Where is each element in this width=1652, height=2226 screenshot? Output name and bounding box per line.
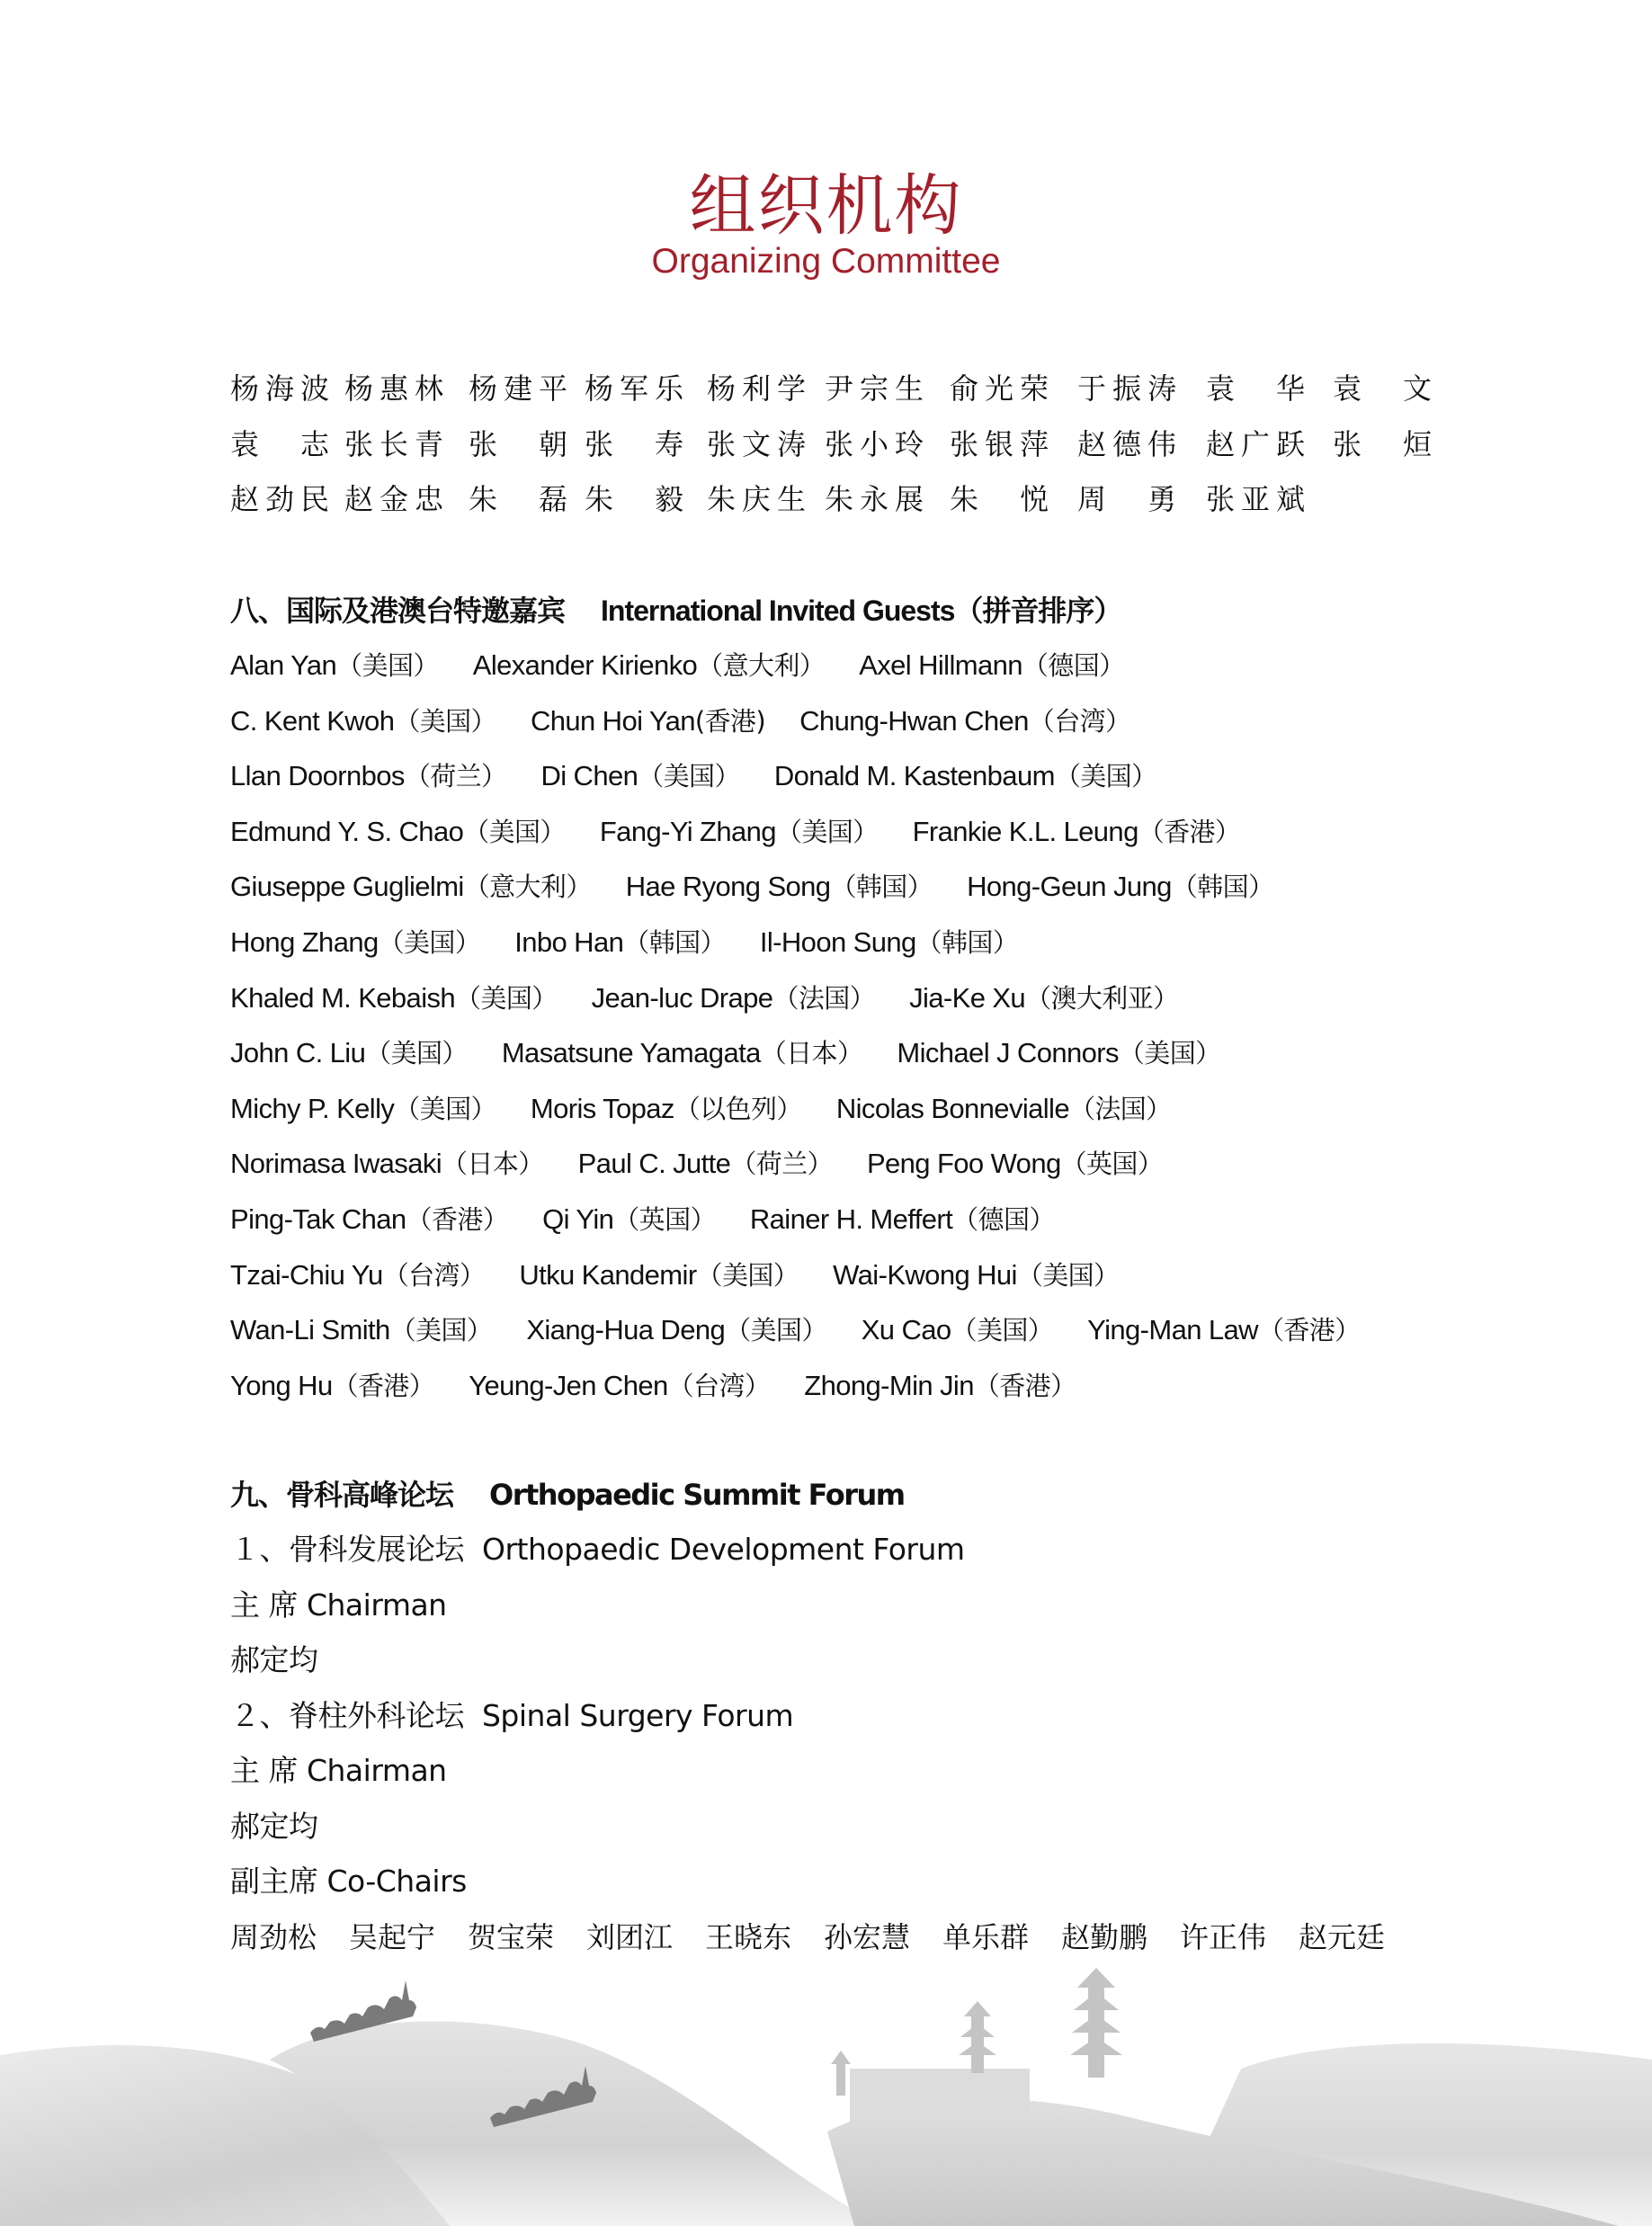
page-subtitle: Organizing Committee — [651, 242, 1001, 281]
section9-heading — [230, 1477, 905, 1513]
guest-name: Alan Yan — [230, 649, 337, 681]
guest-item — [836, 1091, 1172, 1127]
committee-name: 周 勇 — [1077, 482, 1176, 516]
forum2-cochair-list — [230, 1919, 1417, 1955]
guest-item — [867, 1146, 1163, 1182]
cochair-name: 孙宏慧 — [824, 1920, 911, 1954]
committee-name: 俞 光 荣 — [950, 371, 1049, 406]
section9-title-en: Orthopaedic Summit Forum — [489, 1478, 905, 1512]
guest-name: Michy P. Kelly — [230, 1092, 395, 1124]
guest-name: Edmund Y. S. Chao — [230, 815, 464, 847]
guest-row — [230, 1257, 1153, 1293]
guest-item — [526, 1312, 826, 1348]
guest-row — [230, 814, 1274, 850]
guest-country: （日本） — [442, 1149, 544, 1180]
guest-name: Hong-Geun Jung — [967, 871, 1172, 903]
guest-name: Inbo Han — [514, 926, 624, 958]
cochair-name: 贺宝荣 — [468, 1920, 555, 1954]
guest-country: （美国） — [725, 1315, 827, 1346]
section9-title-cn: 九、骨科高峰论坛 — [230, 1479, 454, 1511]
guest-name: Tzai-Chiu Yu — [230, 1258, 383, 1291]
guest-country: （荷兰） — [404, 761, 507, 792]
committee-name: 朱 毅 — [585, 482, 683, 516]
guest-item — [230, 1202, 508, 1238]
guest-item — [909, 980, 1178, 1016]
guest-name: Ping-Tak Chan — [230, 1203, 406, 1235]
guest-item — [230, 869, 592, 905]
forum1-heading — [230, 1532, 965, 1568]
guest-item — [230, 703, 496, 739]
guest-row — [230, 703, 1165, 739]
forum1-heading-cn: １、骨科发展论坛 — [230, 1532, 464, 1567]
guest-name: Ying-Man Law — [1087, 1314, 1258, 1346]
guest-name: Xu Cao — [861, 1314, 951, 1346]
committee-name: 张 小 玲 — [825, 427, 924, 461]
guest-name: John C. Liu — [230, 1037, 366, 1069]
guest-item — [540, 758, 739, 794]
guest-country: （美国） — [394, 1093, 496, 1124]
committee-name: 杨 建 平 — [469, 371, 567, 406]
cochair-name: 许正伟 — [1180, 1920, 1267, 1954]
guest-name: Donald M. Kastenbaum — [773, 760, 1055, 792]
guest-item — [230, 1368, 434, 1404]
guest-name: Moris Topaz — [530, 1092, 674, 1124]
guest-row — [230, 1035, 1255, 1071]
guest-item — [230, 1312, 492, 1348]
committee-name: 于 振 涛 — [1077, 371, 1176, 406]
guest-name: Nicolas Bonnevialle — [835, 1092, 1069, 1124]
guest-item — [862, 1312, 1053, 1348]
forum1-chair-name: 郝定均 — [230, 1642, 318, 1677]
section8-heading — [230, 593, 1121, 629]
guest-name: Llan Doornbos — [230, 760, 405, 792]
cochair-name: 周劲松 — [230, 1920, 317, 1954]
guest-country: （英国） — [613, 1204, 716, 1235]
committee-name: 赵 德 伟 — [1077, 427, 1176, 461]
committee-name: 杨 军 乐 — [585, 371, 683, 406]
committee-name: 杨 海 波 — [230, 371, 329, 406]
cochair-name: 单乐群 — [942, 1920, 1030, 1954]
guest-country: （法国） — [1068, 1093, 1172, 1124]
guest-name: Jia-Ke Xu — [909, 981, 1026, 1014]
committee-name: 赵 劲 民 — [230, 482, 329, 516]
committee-name: 朱 磊 — [469, 482, 567, 516]
guest-item — [1087, 1312, 1360, 1348]
guest-item — [774, 758, 1157, 794]
guest-country: （台湾） — [1028, 705, 1131, 737]
guest-item — [502, 1035, 863, 1071]
guest-country: （美国） — [638, 761, 740, 792]
guest-country: （德国） — [952, 1204, 1055, 1235]
section8-title-cn: 八、国际及港澳台特邀嘉宾 — [230, 594, 566, 627]
forum2-cochair-label: 副主席 Co-Chairs — [230, 1864, 467, 1899]
guest-country: （韩国） — [830, 872, 933, 903]
guest-item — [473, 648, 825, 684]
guest-name: Hae Ryong Song — [625, 871, 831, 903]
forum2-heading — [230, 1698, 793, 1734]
guest-name: Zhong-Min Jin — [804, 1369, 974, 1401]
guest-country: （美国） — [336, 650, 439, 681]
guest-name: Wai-Kwong Hui — [833, 1258, 1017, 1291]
guest-country: （台湾） — [667, 1370, 771, 1401]
guest-item — [230, 814, 566, 850]
guest-item — [230, 648, 439, 684]
cochair-name: 王晓东 — [705, 1920, 792, 1954]
guest-country: （美国） — [365, 1038, 468, 1069]
guest-name: Khaled M. Kebaish — [230, 981, 456, 1014]
guest-name: Hong Zhang — [230, 926, 379, 958]
guest-item — [230, 758, 506, 794]
guest-name: Chun Hoi Yan — [530, 704, 695, 737]
guest-country: （英国） — [1060, 1149, 1164, 1180]
guest-row — [230, 758, 1191, 794]
guest-name: Il-Hoon Sung — [759, 926, 916, 958]
guest-name: Paul C. Jutte — [577, 1148, 731, 1180]
guest-country: （美国） — [696, 1259, 799, 1291]
committee-name: 张 朝 — [469, 427, 567, 461]
guest-country: （美国） — [1054, 761, 1157, 792]
guest-item — [531, 1091, 802, 1127]
guest-item — [750, 1202, 1055, 1238]
guest-item — [600, 814, 879, 850]
guest-name: Giuseppe Guglielmi — [230, 871, 464, 903]
page-title: 组织机构 — [689, 167, 963, 245]
guest-name: Rainer H. Meffert — [749, 1203, 953, 1235]
committee-name: 张 烜 — [1333, 427, 1432, 461]
guest-name: Xiang-Hua Deng — [526, 1314, 726, 1346]
guest-item — [760, 925, 1018, 961]
guest-item — [230, 1091, 496, 1127]
guest-country: （美国） — [1016, 1259, 1120, 1291]
guest-name: Qi Yin — [542, 1203, 614, 1235]
guest-country: （美国） — [455, 982, 558, 1014]
forum1-heading-en: Orthopaedic Development Forum — [481, 1532, 965, 1567]
guest-item — [833, 1257, 1119, 1293]
guest-country: （美国） — [389, 1315, 493, 1346]
guest-row — [230, 980, 1212, 1016]
guest-name: Di Chen — [540, 760, 638, 792]
committee-name: 杨 惠 林 — [344, 371, 443, 406]
committee-name: 朱 悦 — [950, 482, 1049, 516]
guest-item — [897, 1035, 1220, 1071]
committee-name: 袁 华 — [1206, 371, 1305, 406]
committee-name: 朱 永 展 — [825, 482, 924, 516]
guest-country: （美国） — [394, 705, 496, 737]
guest-country: （美国） — [1118, 1038, 1221, 1069]
guest-item — [799, 703, 1130, 739]
guest-country: （香港） — [406, 1204, 509, 1235]
guest-country: （韩国） — [1171, 872, 1274, 903]
guest-country: （台湾） — [382, 1259, 486, 1291]
guest-item — [592, 980, 875, 1016]
guest-country: （法国） — [772, 982, 876, 1014]
guest-name: Yong Hu — [230, 1369, 333, 1401]
guest-name: Axel Hillmann — [859, 649, 1022, 681]
committee-name: 袁 志 — [230, 427, 329, 461]
guest-item — [230, 1257, 485, 1293]
committee-name: 张 文 涛 — [707, 427, 806, 461]
guest-country: （意大利） — [463, 872, 592, 903]
guest-item — [230, 1035, 468, 1071]
guest-item — [230, 925, 480, 961]
forum2-heading-cn: ２、脊柱外科论坛 — [230, 1698, 464, 1733]
guest-name: Jean-luc Drape — [591, 981, 773, 1014]
guest-item — [626, 869, 933, 905]
committee-name: 张 长 青 — [344, 427, 443, 461]
guest-item — [230, 1146, 544, 1182]
committee-name: 张 银 萍 — [950, 427, 1049, 461]
forum2-chair-label: 主 席 Chairman — [230, 1753, 447, 1788]
guest-name: Fang-Yi Zhang — [599, 815, 776, 847]
guest-country: （美国） — [775, 816, 879, 847]
guest-name: Peng Foo Wong — [866, 1148, 1061, 1180]
committee-name: 赵 金 忠 — [344, 482, 443, 516]
guest-country: （香港） — [1257, 1315, 1361, 1346]
cochair-name: 赵勤鹏 — [1061, 1920, 1148, 1954]
guest-name: Norimasa Iwasaki — [230, 1148, 442, 1180]
forum2-chair-name: 郝定均 — [230, 1809, 318, 1844]
guest-item — [519, 1257, 799, 1293]
guest-country: （德国） — [1022, 650, 1125, 681]
guest-name: Masatsune Yamagata — [501, 1037, 761, 1069]
committee-name: 张 寿 — [585, 427, 683, 461]
guest-item — [967, 869, 1273, 905]
guest-country: （意大利） — [697, 650, 826, 681]
guest-item — [542, 1202, 716, 1238]
forum1-chair-label: 主 席 Chairman — [230, 1587, 447, 1623]
guest-name: Michael J Connors — [897, 1037, 1119, 1069]
guest-country: （日本） — [760, 1038, 863, 1069]
guest-item — [531, 703, 765, 739]
guest-row — [230, 1202, 1089, 1238]
guest-row — [230, 925, 1052, 961]
guest-item — [804, 1368, 1076, 1404]
committee-name: 朱 庆 生 — [707, 482, 806, 516]
guest-country: （韩国） — [915, 927, 1019, 958]
guest-name: Alexander Kirienko — [472, 649, 698, 681]
guest-name: Chung-Hwan Chen — [799, 704, 1029, 737]
sand-dunes-icon — [0, 1961, 1652, 2226]
guest-row — [230, 648, 1159, 684]
guest-item — [859, 648, 1124, 684]
guest-country: （香港） — [973, 1370, 1076, 1401]
guest-name: Wan-Li Smith — [230, 1314, 390, 1346]
committee-name: 张 亚 斌 — [1206, 482, 1305, 516]
forum2-heading-en: Spinal Surgery Forum — [481, 1698, 794, 1733]
guest-country: （以色列） — [674, 1093, 802, 1124]
guest-country: （香港） — [1138, 816, 1241, 847]
committee-name: 赵 广 跃 — [1206, 427, 1305, 461]
guest-country: （美国） — [951, 1315, 1054, 1346]
cochair-name: 赵元廷 — [1299, 1920, 1386, 1954]
guest-name: Utku Kandemir — [519, 1258, 697, 1291]
guest-row — [230, 1312, 1395, 1348]
guest-item — [469, 1368, 770, 1404]
guest-country: （澳大利亚） — [1025, 982, 1179, 1014]
guest-row — [230, 869, 1308, 905]
guest-item — [230, 980, 558, 1016]
guest-item — [514, 925, 726, 961]
guest-country: （香港） — [332, 1370, 435, 1401]
guest-row — [230, 1146, 1197, 1182]
guest-row — [230, 1368, 1110, 1404]
guest-country: （美国） — [463, 816, 566, 847]
guest-name: Yeung-Jen Chen — [469, 1369, 668, 1401]
guest-country: （美国） — [378, 927, 481, 958]
guest-row — [230, 1091, 1206, 1127]
committee-name: 尹 宗 生 — [825, 371, 924, 406]
committee-name: 袁 文 — [1333, 371, 1432, 406]
committee-name: 杨 利 学 — [707, 371, 806, 406]
guest-country: （荷兰） — [730, 1149, 833, 1180]
guest-country: (香港) — [694, 705, 766, 737]
section8-title-en: International Invited Guests（拼音排序） — [601, 594, 1122, 627]
cochair-name: 刘团江 — [586, 1920, 674, 1954]
guest-name: C. Kent Kwoh — [230, 704, 395, 737]
pagoda-tower-icon — [831, 1968, 1122, 2123]
cochair-name: 吴起宁 — [349, 1920, 436, 1954]
guest-name: Frankie K.L. Leung — [912, 815, 1139, 847]
guest-country: （韩国） — [623, 927, 726, 958]
guest-item — [913, 814, 1241, 850]
guest-item — [578, 1146, 833, 1182]
